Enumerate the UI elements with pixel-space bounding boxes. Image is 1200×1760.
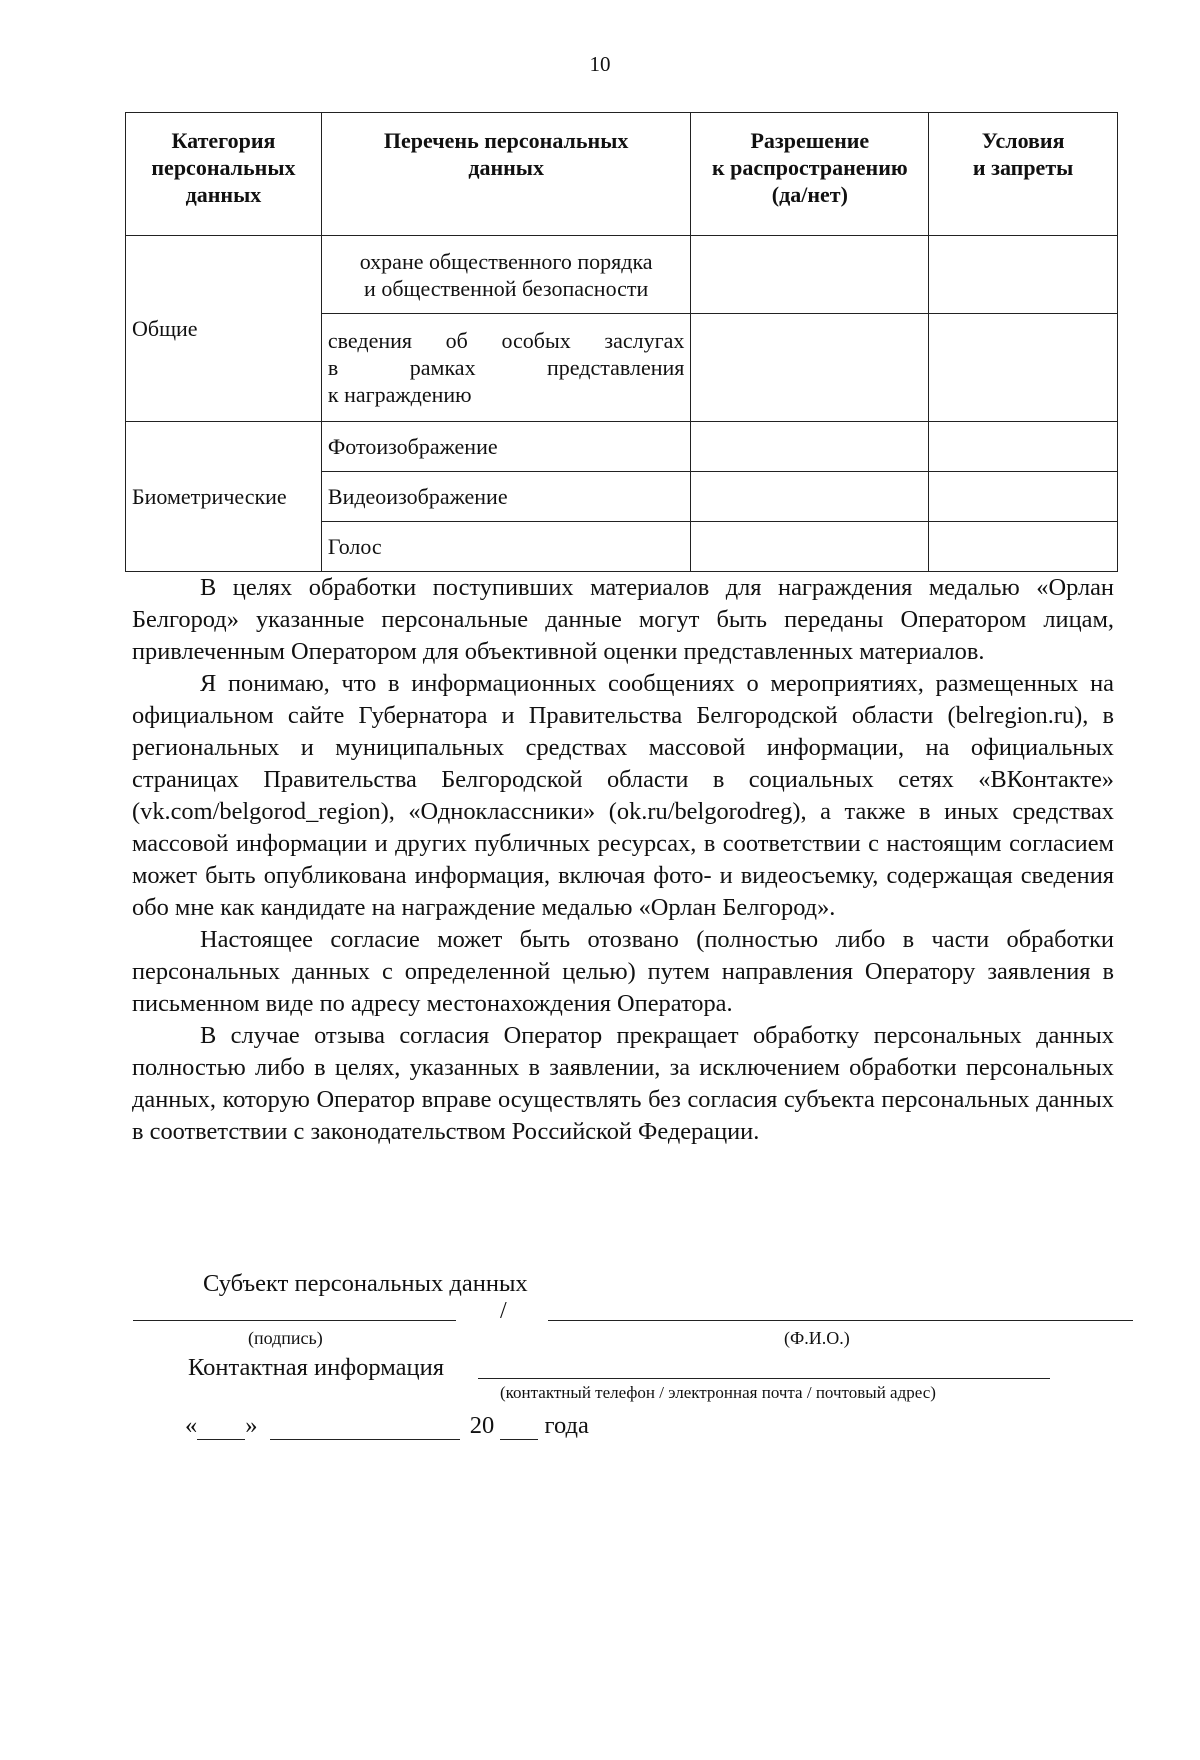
personal-data-table xyxy=(125,112,1118,572)
full-name-caption: (Ф.И.О.) xyxy=(784,1328,850,1348)
paragraph-withdrawal-effect: В случае отзыва согласия Оператор прекращает обработку персональных данных полностью либо в целях, указанных в заявлении, за исключением обработки персональных данных, которую Оператор вправе осуществлять без согласия субъекта персональных данных в соответствии с законодательством Российской Федерации. xyxy=(132,1022,1114,1145)
data-item: Фотоизображение xyxy=(321,422,691,472)
data-item: сведения об особых заслугах в рамках представления к награждению xyxy=(321,314,691,422)
year-prefix: 20 xyxy=(469,1412,495,1439)
signature-line[interactable] xyxy=(133,1320,456,1321)
paragraph-publication: Я понимаю, что в информационных сообщениях о мероприятиях, размещенных на официальном сайте Губернатора и Правительства Белгородской области (belregion.ru), в региональных и муниципальных средствах массовой информации, на официальных страницах Правительства Белгородской области в социальных сетях «ВКонтакте» (vk.com/belgorod_region), «Одноклассники» (ok.ru/belgorodreg), а также в иных средствах массовой информации и других публичных ресурсах, в соответствии с настоящим согласием может быть опубликована информация, включая фото- и видеосъемку, содержащая сведения обо мне как кандидате на награждение медалью «Орлан Белгород». xyxy=(132,670,1114,921)
header-category: Категория персональных данных xyxy=(126,113,322,236)
data-item: Видеоизображение xyxy=(321,472,691,522)
date-close-quote: » xyxy=(245,1412,258,1439)
paragraph-withdrawal: Настоящее согласие может быть отозвано (полностью либо в части обработки персональных данных с определенной целью) путем направления Оператору заявления в письменном виде по адресу местонахождения Оператора. xyxy=(132,926,1114,1017)
data-item: Голос xyxy=(321,522,691,572)
consent-text xyxy=(132,572,1114,1148)
permission-cell[interactable] xyxy=(691,314,929,422)
date-open-quote: « xyxy=(185,1412,198,1439)
conditions-cell[interactable] xyxy=(929,522,1118,572)
signature-title: Субъект персональных данных xyxy=(203,1270,528,1297)
header-conditions: Условия и запреты xyxy=(929,113,1118,236)
year-suffix: года xyxy=(544,1412,589,1439)
table-row xyxy=(126,236,1118,314)
table-row xyxy=(126,422,1118,472)
date-month-line[interactable] xyxy=(270,1417,460,1440)
page-number: 10 xyxy=(589,52,611,76)
permission-cell[interactable] xyxy=(691,236,929,314)
header-permission: Разрешение к распространению (да/нет) xyxy=(691,113,929,236)
conditions-cell[interactable] xyxy=(929,314,1118,422)
category-biometric: Биометрические xyxy=(126,422,322,572)
header-data-list: Перечень персональных данных xyxy=(321,113,691,236)
permission-cell[interactable] xyxy=(691,422,929,472)
category-general: Общие xyxy=(126,236,322,422)
date-row xyxy=(185,1412,589,1440)
permission-cell[interactable] xyxy=(691,472,929,522)
contact-caption: (контактный телефон / электронная почта / почтовый адрес) xyxy=(500,1383,936,1402)
contact-label: Контактная информация xyxy=(188,1354,444,1381)
signature-slash: / xyxy=(500,1298,507,1324)
data-item: охране общественного порядка и общественной безопасности xyxy=(321,236,691,314)
permission-cell[interactable] xyxy=(691,522,929,572)
full-name-line[interactable] xyxy=(548,1320,1133,1321)
date-day-line[interactable] xyxy=(197,1417,245,1440)
signature-caption: (подпись) xyxy=(248,1328,323,1348)
year-line[interactable] xyxy=(500,1417,538,1440)
table-header-row xyxy=(126,113,1118,236)
conditions-cell[interactable] xyxy=(929,236,1118,314)
contact-line[interactable] xyxy=(478,1378,1050,1379)
conditions-cell[interactable] xyxy=(929,422,1118,472)
paragraph-transfer: В целях обработки поступивших материалов для награждения медалью «Орлан Белгород» указанные персональные данные могут быть переданы Оператором лицам, привлеченным Оператором для объективной оценки представленных материалов. xyxy=(132,574,1114,665)
conditions-cell[interactable] xyxy=(929,472,1118,522)
